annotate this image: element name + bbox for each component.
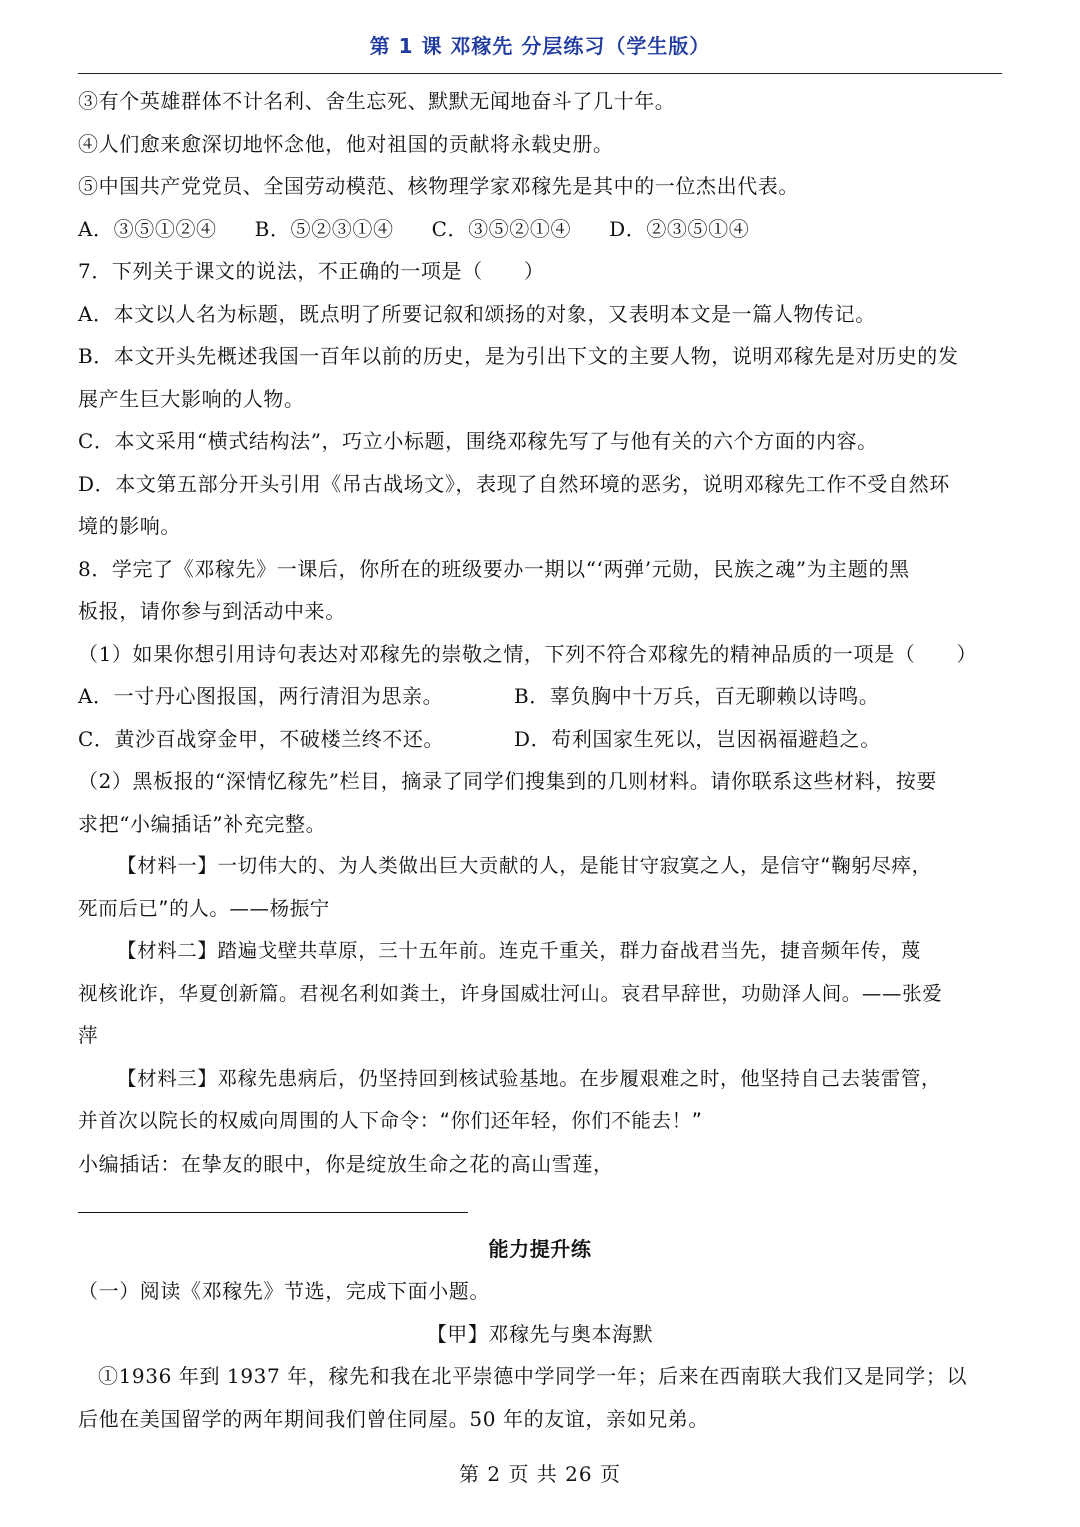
material-2-line1: 【材料二】踏遍戈壁共草原，三十五年前。连克千重关，群力奋战君当先，捷音频年传，蔑 [117,939,922,962]
material-3-line2: 并首次以院长的权威向周围的人下命令：“你们还年轻，你们不能去！” [78,1109,703,1132]
q8-option-a: A．一寸丹心图报国，两行清泪为思亲。 [78,684,444,708]
q8-option-d: D．苟利国家生死以，岂因祸福避趋之。 [514,726,881,751]
q8-part2-line1: （2）黑板报的“深情忆稼先”栏目，摘录了同学们搜集到的几则材料。请你联系这些材料，按要 [78,769,937,793]
page-header: 第 1 课 邓稼先 分层练习（学生版） [369,34,711,58]
q6-option-b: B．⑤②③①④ [254,216,394,241]
answer-blank[interactable] [78,1188,468,1213]
material-1-line2: 死而后已”的人。——杨振宁 [78,896,330,920]
q8-options-row1 [78,675,1002,718]
passage-para1-line2: 后他在美国留学的两年期间我们曾住同屋。50 年的友谊，亲如兄弟。 [78,1406,710,1431]
editor-insert [78,1143,1002,1228]
q8-option-c: C．黄沙百战穿金甲，不破楼兰终不还。 [78,726,445,751]
q8-stem-line1: 8．学完了《邓稼先》一课后，你所在的班级要办一期以“‘两弹’元勋，民族之魂”为主题的黑 [78,556,910,581]
sentence-5: ⑤中国共产党党员、全国劳动模范、核物理学家邓稼先是其中的一位杰出代表。 [78,174,799,198]
material-3-line1: 【材料三】邓稼先患病后，仍坚持回到核试验基地。在步履艰难之时，他坚持自己去装雷管， [117,1066,942,1090]
material-2-line3: 萍 [78,1024,99,1047]
document-body [78,80,1002,1440]
q8-options-row2 [78,718,1002,761]
editor-insert-text: 小编插话：在挚友的眼中，你是绽放生命之花的高山雪莲， [78,1151,614,1176]
q7-stem: 7．下列关于课文的说法，不正确的一项是（ ） [78,259,545,283]
q7-option-d-line1: D．本文第五部分开头引用《吊古战场文》，表现了自然环境的恶劣，说明邓稼先工作不受自然环 [78,471,950,496]
q6-option-a: A．③⑤①②④ [78,216,217,241]
passage-para1-line1: ①1936 年到 1937 年，稼先和我在北平崇德中学同学一年；后来在西南联大我们又是同学；以 [98,1364,968,1388]
material-1-line1: 【材料一】一切伟大的、为人类做出巨大贡献的人，是能甘守寂寞之人，是信守“鞠躬尽瘁， [117,854,932,877]
page-footer: 第 2 页 共 26 页 [459,1462,621,1486]
passage-title: 【甲】邓稼先与奥本海默 [426,1321,654,1346]
q8-stem-line2: 板报，请你参与到活动中来。 [78,599,346,623]
q8-option-b: B．辜负胸中十万兵，百无聊赖以诗鸣。 [514,684,880,708]
q7-option-b-line1: B．本文开头先概述我国一百年以前的历史，是为引出下文的主要人物，说明邓稼先是对历史的发 [78,344,959,368]
q7-option-b-line2: 展产生巨大影响的人物。 [78,386,305,411]
q8-part1-stem: （1）如果你想引用诗句表达对邓稼先的崇敬之情，下列不符合邓稼先的精神品质的一项是（ ） [78,641,978,666]
material-2-line2: 视核讹诈，华夏创新篇。君视名利如粪土，许身国威壮河山。哀君早辞世，功勋泽人间。——张爱 [78,981,943,1005]
sentence-4: ④人们愈来愈深切地怀念他，他对祖国的贡献将永载史册。 [78,131,614,156]
section-title: 能力提升练 [488,1236,592,1261]
reading-intro: （一）阅读《邓稼先》节选，完成下面小题。 [78,1279,490,1303]
header-divider [78,73,1002,74]
q7-option-d-line2: 境的影响。 [78,514,181,538]
q6-option-d: D．②③⑤①④ [609,216,750,241]
q8-part2-line2: 求把“小编插话”补充完整。 [78,811,327,836]
q6-option-c: C．③⑤②①④ [431,216,572,241]
q6-options [78,208,1002,251]
q7-option-c: C．本文采用“横式结构法”，巧立小标题，围绕邓稼先写了与他有关的六个方面的内容。 [78,429,878,453]
q7-option-a: A．本文以人名为标题，既点明了所要记叙和颂扬的对象，又表明本文是一篇人物传记。 [78,301,876,326]
sentence-3: ③有个英雄群体不计名利、舍生忘死、默默无闻地奋斗了几十年。 [78,89,676,113]
